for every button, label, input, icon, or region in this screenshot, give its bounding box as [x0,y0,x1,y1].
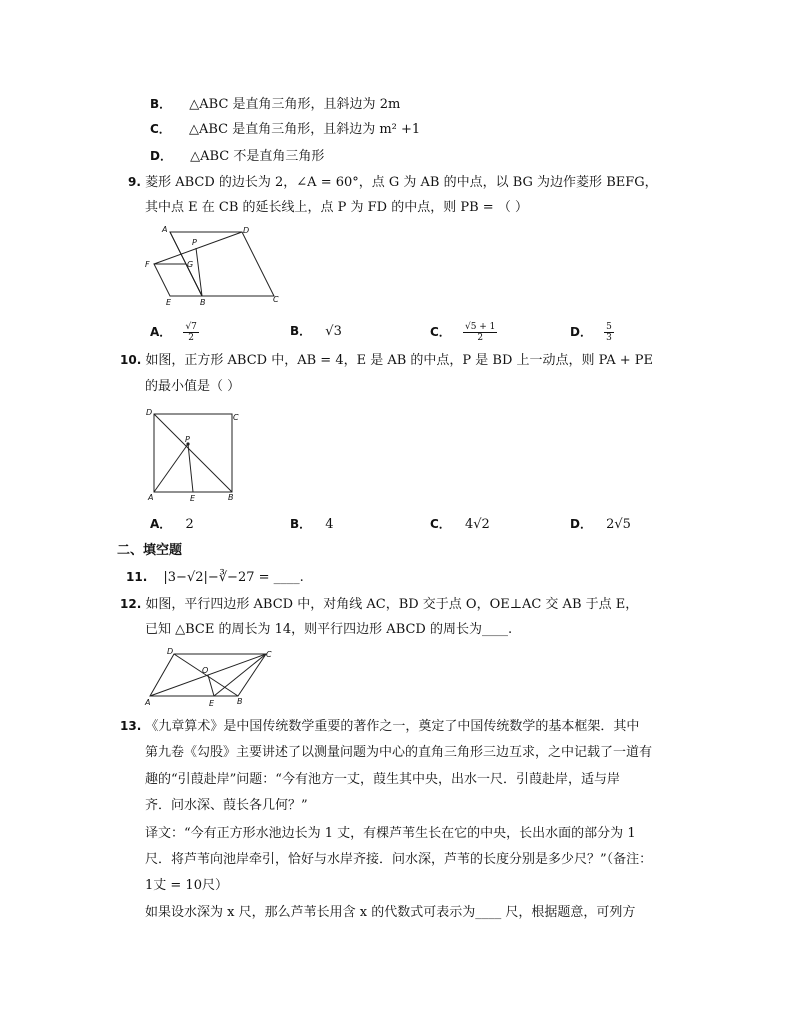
q8-option-d [150,147,324,166]
q9-option-c [430,322,497,343]
q8-option-b [150,95,400,114]
option-label: D． [570,325,592,339]
option-label: A． [150,517,172,531]
label-D: D [243,226,250,235]
option-label: B． [290,517,312,531]
numerator: √5 + 1 [464,322,496,332]
option-label: C． [430,325,451,339]
label-B: B [237,697,243,706]
label-A: A [145,698,151,707]
label-A: A [148,493,154,502]
option-text: 4√2 [464,517,490,532]
label-C: C [266,650,272,659]
question-text: 如图，正方形 ABCD 中，AB = 4，E 是 AB 的中点，P 是 BD 上一动点，则 PA + PE [145,353,654,368]
option-text: △ABC 是直角三角形，且斜边为 2m [189,97,401,112]
q10-option-a [150,515,194,534]
q12-figure [142,646,272,708]
fraction [604,322,614,343]
label-B: B [200,298,206,307]
option-text: △ABC 不是直角三角形 [190,149,325,164]
option-label: B． [290,324,312,338]
label-F: F [145,260,150,269]
q9-option-a [150,322,199,343]
question-number: 13. [120,719,142,733]
question-number: 12. [120,597,142,611]
label-C: C [233,413,239,422]
option-text: 2 [185,517,194,532]
q13-line1 [120,717,639,736]
question-number: 10. [120,353,142,367]
question-text: 《九章算术》是中国传统数学重要的著作之一，奠定了中国传统数学的基本框架．其中 [145,719,640,734]
q10-figure [144,404,244,504]
q13-line2: 第九卷《勾股》主要讲述了以测量问题为中心的直角三角形三边互求，之中记载了一道有 [145,745,653,760]
label-E: E [209,699,215,708]
option-label: D． [150,149,172,163]
label-A: A [162,225,168,234]
q12-line2: 已知 △BCE 的周长为 14，则平行四边形 ABCD 的周长为____. [145,622,513,637]
option-text: √3 [325,324,342,339]
q9-figure [142,222,292,308]
q10-option-b [290,515,334,534]
q11 [126,568,304,587]
label-O: O [202,666,209,675]
q9-line1 [128,173,658,192]
label-P: P [192,238,197,247]
question-number: 11. [126,570,148,584]
option-label: A． [150,325,172,339]
denominator: 2 [188,333,195,343]
option-label: D． [570,517,592,531]
q9-option-d [570,322,614,343]
label-E: E [166,298,172,307]
label-G: G [187,260,194,269]
numerator: √7 [185,322,197,332]
q13-line8: 如果设水深为 x 尺，那么芦苇长用含 x 的代数式可表示为____ 尺，根据题意，可列方 [145,905,636,920]
question-number: 9. [128,175,141,189]
q9-line2: 其中点 E 在 CB 的延长线上，点 P 为 FD 的中点，则 PB = （ ） [145,200,528,215]
option-label: B． [150,97,172,111]
q13-line3: 趣的“引葭赴岸”问题：“今有池方一丈，葭生其中央，出水一尺．引葭赴岸，适与岸 [145,772,620,787]
question-text: 菱形 ABCD 的边长为 2，∠A = 60°，点 G 为 AB 的中点，以 BG 为边作菱形 BEFG， [145,175,658,190]
q13-line5: 译文：“今有正方形水池边长为 1 丈，有棵芦苇生长在它的中央，长出水面的部分为 1 [145,826,636,841]
q13-line7: 1丈 = 10尺） [145,878,228,893]
q13-line4: 齐．问水深、葭长各几何？” [145,798,308,813]
label-P: P [185,435,190,444]
q13-line6: 尺．将芦苇向池岸牵引，恰好与水岸齐接．问水深，芦苇的长度分别是多少尺？”（备注： [145,852,653,867]
denominator: 3 [606,333,612,343]
denominator: 2 [477,333,484,343]
label-C: C [273,295,279,304]
q12-line1 [120,595,638,614]
q10-option-c [430,515,490,534]
label-D: D [167,647,174,656]
section-title: 二、填空题 [117,543,183,558]
q8-option-c [150,120,420,139]
question-text: 如图，平行四边形 ABCD 中，对角线 AC，BD 交于点 O，OE⊥AC 交 AB 于点 E， [145,597,639,612]
q10-line1 [120,351,653,370]
numerator: 5 [606,322,612,332]
option-text: 4 [325,517,334,532]
fraction [183,322,198,343]
q10-option-d [570,515,631,534]
option-text: 2√5 [606,517,631,532]
q9-option-b [290,322,342,341]
option-label: C． [430,517,451,531]
label-D: D [146,408,153,417]
label-E: E [190,494,196,503]
option-label: C． [150,122,171,136]
q10-line2: 的最小值是（ ） [145,379,241,394]
question-text: |3−√2|−∛−27 = ____. [163,570,304,585]
label-B: B [228,493,234,502]
fraction [463,322,497,343]
option-text: △ABC 是直角三角形，且斜边为 m² +1 [188,122,421,137]
